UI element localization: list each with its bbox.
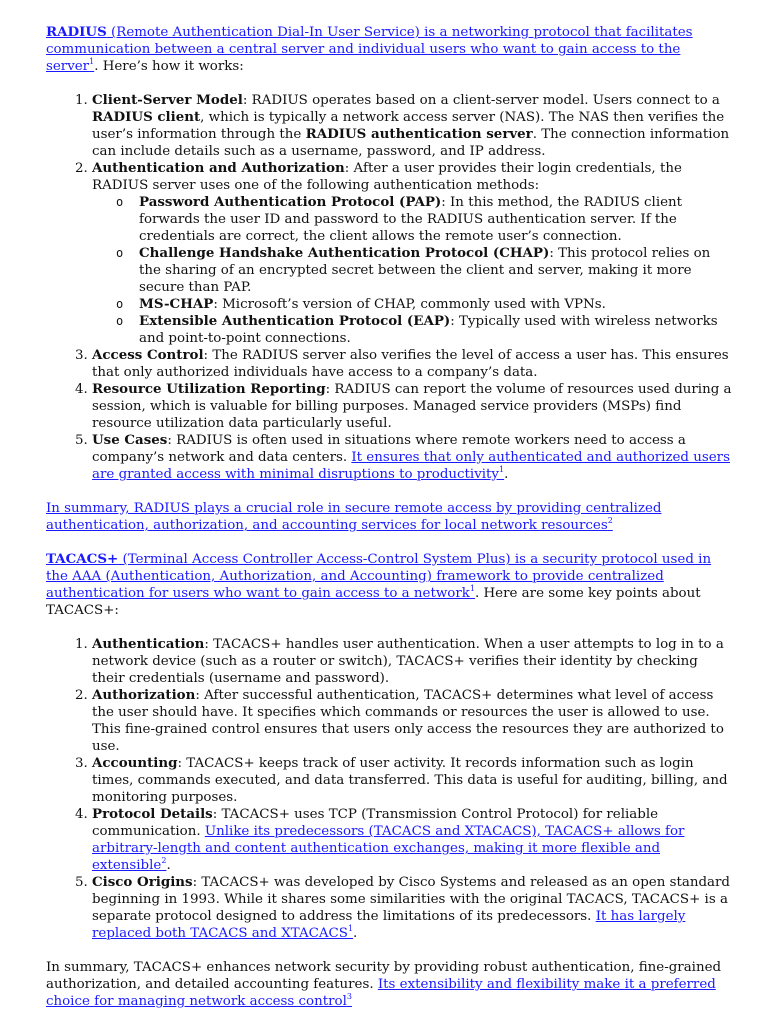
radius-item-authentication: 2. Authentication and Authorization: After a user provides their login credentials, the RADIUS server uses one of the following authentication methods: o Password Authentication Protocol (PAP): In this method, the RADIUS client forwards the user ID and password to the RADIUS authentication server. If the credentials are correct, the client allows the remote user’s connection. o Challenge Handshake Authentication Protocol (CHAP): This protocol relies on the sharing of an encrypted secret between the client and server, making it more secure than PAP. o MS-CHAP: Microsoft’s version of CHAP, commonly used with VPNs. o Extensible Authentication Protocol (EAP): Typically used with wireless networks and point-to-point connections. <box>92 160 734 347</box>
sub-item-pap: o Password Authentication Protocol (PAP): In this method, the RADIUS client forwards the user ID and password to the RADIUS authentication server. If the credentials are correct, the client allows the remote user’s connection. <box>116 194 734 245</box>
sub-item-eap: o Extensible Authentication Protocol (EAP): Typically used with wireless networks and point-to-point connections. <box>116 313 734 347</box>
tacacs-list <box>46 636 734 942</box>
radius-intro-link[interactable]: RADIUS (Remote Authentication Dial-In User Service) is a networking protocol that facilitates communication between a central server and individual users who want to gain access to the server$^1$ <box>46 24 693 74</box>
protocol-details-link[interactable]: Unlike its predecessors (TACACS and XTACACS), TACACS+ allows for arbitrary-length and content authentication exchanges, making it more flexible and extensible$^2$ <box>92 824 685 873</box>
radius-item-client-server: 1. Client-Server Model: RADIUS operates based on a client-server model. Users connect to a RADIUS client, which is typically a network access server (NAS). The NAS then verifies the user’s information through the RADIUS authentication server. The connection information can include details such as a username, password, and IP address. <box>92 92 734 160</box>
radius-item-use-cases: 5. Use Cases: RADIUS is often used in situations where remote workers need to access a company’s network and data centers. It ensures that only authenticated and authorized users are granted access with minimal disruptions to productivity$^1$. <box>92 432 734 483</box>
sub-item-chap: o Challenge Handshake Authentication Protocol (CHAP): This protocol relies on the sharing of an encrypted secret between the client and server, making it more secure than PAP. <box>116 245 734 296</box>
tacacs-item-protocol-details: 4. Protocol Details: TACACS+ uses TCP (Transmission Control Protocol) for reliable communication. Unlike its predecessors (TACACS and XTACACS), TACACS+ allows for arbitrary-length and content authentication exchanges, making it more flexible and extensible$^2$. <box>92 806 734 874</box>
radius-list <box>46 92 734 483</box>
tacacs-intro-link[interactable]: TACACS+ (Terminal Access Controller Access-Control System Plus) is a security protocol used in the AAA (Authentication, Authorization, and Accounting) framework to provide centralized authentication for users who want to gain access to a network$^1$ <box>46 551 712 601</box>
tacacs-intro: TACACS+ (Terminal Access Controller Access-Control System Plus) is a security protocol used in the AAA (Authentication, Authorization, and Accounting) framework to provide centralized authentication for users who want to gain access to a network$^1$. Here are some key points about TACACS+: <box>46 551 712 618</box>
tacacs-item-authorization: 2. Authorization: After successful authentication, TACACS+ determines what level of access the user should have. It specifies which commands or resources the user is allowed to use. This fine-grained control ensures that users only access the resources they are authorized to use. <box>92 687 734 755</box>
radius-summary <box>46 500 734 534</box>
radius-item-resource-reporting: 4. Resource Utilization Reporting: RADIUS can report the volume of resources used during a session, which is valuable for billing purposes. Managed service providers (MSPs) find resource utilization data particularly useful. <box>92 381 734 432</box>
radius-item-access-control: 3. Access Control: The RADIUS server also verifies the level of access a user has. This ensures that only authorized individuals have access to a company’s data. <box>92 347 734 381</box>
radius-summary-link[interactable]: In summary, RADIUS plays a crucial role in secure remote access by providing centralized authentication, authorization, and accounting services for local network resources$^2$ <box>46 501 662 533</box>
tacacs-item-authentication: 1. Authentication: TACACS+ handles user authentication. When a user attempts to log in to a network device (such as a router or switch), TACACS+ verifies their identity by checking their credentials (username and password). <box>92 636 734 687</box>
radius-intro: RADIUS (Remote Authentication Dial-In User Service) is a networking protocol that facilitates communication between a central server and individual users who want to gain access to the server$^1$. Here’s how it works: <box>46 24 693 74</box>
auth-methods-list <box>92 194 734 347</box>
use-cases-link[interactable]: It ensures that only authenticated and authorized users are granted access with minimal disruptions to productivity$^1$ <box>92 450 730 482</box>
citation-ref: 1 <box>469 584 475 593</box>
tacacs-item-cisco-origins: 5. Cisco Origins: TACACS+ was developed by Cisco Systems and released as an open standard beginning in 1993. While it shares some similarities with the original TACACS, TACACS+ is a separate protocol designed to address the limitations of its predecessors. It has largely replaced both TACACS and XTACACS$^1$. <box>92 874 734 942</box>
citation-ref: 1 <box>347 924 354 933</box>
sub-item-ms-chap: o MS-CHAP: Microsoft’s version of CHAP, commonly used with VPNs. <box>116 296 734 313</box>
citation-ref: 1 <box>89 57 95 66</box>
cisco-origins-link[interactable]: It has largely replaced both TACACS and XTACACS$^1$ <box>92 909 686 941</box>
citation-ref: 2 <box>607 516 613 525</box>
citation-ref: 1 <box>499 465 505 474</box>
citation-ref: 3 <box>346 992 352 1001</box>
tacacs-summary-link[interactable]: Its extensibility and flexibility make it a preferred choice for managing network access control$^3$ <box>46 977 716 1009</box>
tacacs-item-accounting: 3. Accounting: TACACS+ keeps track of user activity. It records information such as login times, commands executed, and data transferred. This data is useful for auditing, billing, and monitoring purposes. <box>92 755 734 806</box>
tacacs-summary: In summary, TACACS+ enhances network security by providing robust authentication, fine-grained authorization, and detailed accounting features. Its extensibility and flexibility make it a preferred choice for managing network access control$^3$ <box>46 960 722 1009</box>
citation-ref: 2 <box>161 856 167 865</box>
